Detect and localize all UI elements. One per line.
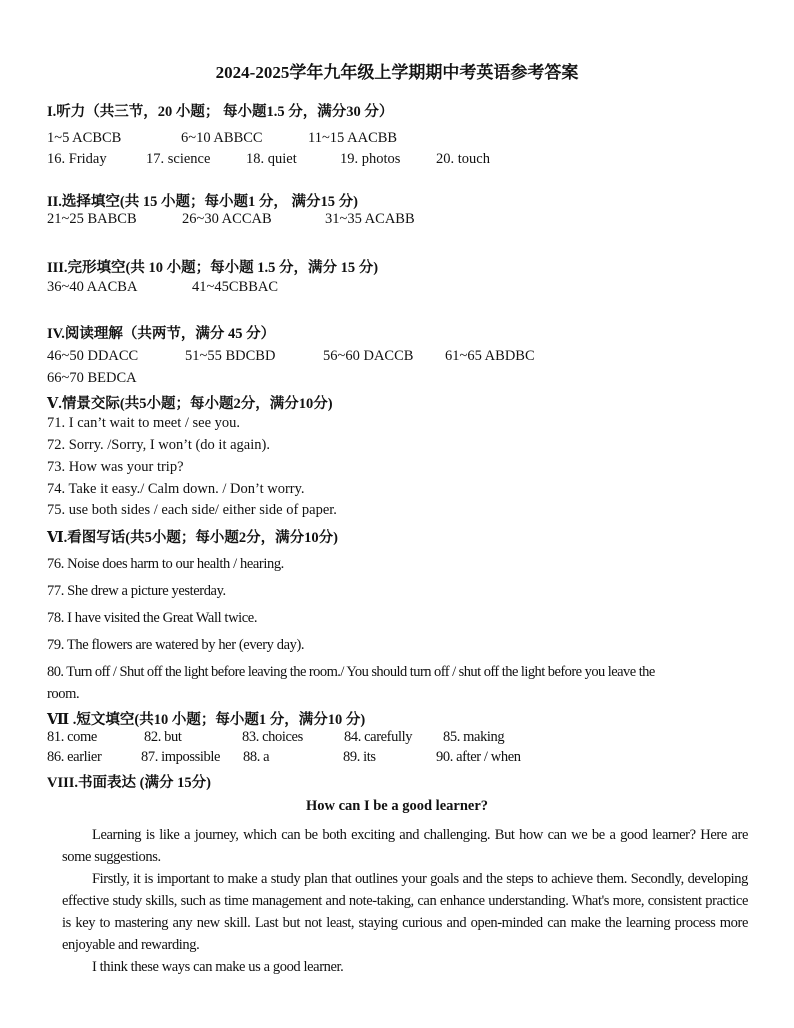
answer-group: 1~5 ACBCB bbox=[47, 130, 122, 146]
answer-group: 21~25 BABCB bbox=[47, 211, 137, 227]
answer-line-continued: room. bbox=[47, 686, 80, 702]
answer-group: 6~10 ABBCC bbox=[181, 130, 263, 146]
answer-group: 51~55 BDCBD bbox=[185, 348, 276, 364]
answer-group: 26~30 ACCAB bbox=[182, 211, 272, 227]
answer-line: 74. Take it easy./ Calm down. / Don’t worry. bbox=[47, 481, 305, 497]
section-reading-heading: IV.阅读理解（共两节，满分 45 分） bbox=[47, 326, 276, 342]
essay-title: How can I be a good learner? bbox=[305, 798, 489, 814]
answer-item: 89. its bbox=[343, 749, 376, 765]
answer-item: 85. making bbox=[443, 729, 505, 745]
answer-group: 41~45CBBAC bbox=[192, 279, 279, 295]
section-listening-heading: I.听力（共三节，20 小题； 每小题1.5 分，满分30 分） bbox=[47, 104, 394, 120]
section-cloze-heading: III.完形填空(共 10 小题；每小题 1.5 分，满分 15 分) bbox=[47, 260, 379, 276]
answer-line: 80. Turn off / Shut off the light before leaving the room./ You should turn off / shut off the light before you leave the bbox=[47, 664, 655, 680]
answer-item: 19. photos bbox=[340, 151, 401, 167]
section-multiple-choice-heading: II.选择填空(共 15 小题；每小题1 分， 满分15 分) bbox=[47, 194, 358, 210]
section-short-cloze-heading: Ⅶ .短文填空(共10 小题；每小题1 分，满分10 分) bbox=[47, 712, 366, 728]
answer-item: 20. touch bbox=[436, 151, 490, 167]
answer-item: 18. quiet bbox=[246, 151, 297, 167]
answer-item: 17. science bbox=[146, 151, 211, 167]
answer-item: 84. carefully bbox=[344, 729, 413, 745]
section-writing-heading: VIII.书面表达 (满分 15分) bbox=[47, 775, 211, 791]
answer-item: 88. a bbox=[243, 749, 270, 765]
answer-item: 83. choices bbox=[242, 729, 303, 745]
answer-item: 86. earlier bbox=[47, 749, 102, 765]
answer-item: 87. impossible bbox=[141, 749, 220, 765]
answer-line: 76. Noise does harm to our health / hearing. bbox=[47, 556, 284, 572]
essay-paragraph: Learning is like a journey, which can be both exciting and challenging. But how can we be a good learner? Here are some suggestions. bbox=[62, 827, 748, 865]
answer-item: 81. come bbox=[47, 729, 97, 745]
answer-line: 79. The flowers are watered by her (every day). bbox=[47, 637, 305, 653]
answer-line: 73. How was your trip? bbox=[47, 459, 184, 475]
answer-group: 46~50 DDACC bbox=[47, 348, 139, 364]
answer-group: 66~70 BEDCA bbox=[47, 370, 137, 386]
answer-line: 72. Sorry. /Sorry, I won’t (do it again). bbox=[47, 437, 270, 453]
section-situational-heading: Ⅴ.情景交际(共5小题；每小题2分，满分10分) bbox=[47, 396, 333, 412]
answer-line: 78. I have visited the Great Wall twice. bbox=[47, 610, 258, 626]
answer-group: 61~65 ABDBC bbox=[445, 348, 535, 364]
page-title: 2024-2025学年九年级上学期期中考英语参考答案 bbox=[215, 63, 579, 82]
essay-paragraph: Firstly, it is important to make a study plan that outlines your goals and the steps to achieve them. Secondly, developing effective study skills, such as time management and note-taking, can enhance understanding. What's more, consistent practice is key to mastering any new skill. Last but not least, staying curious and open-minded can make the learning process more enjoyable and rewarding. bbox=[62, 871, 748, 953]
answer-item: 16. Friday bbox=[47, 151, 107, 167]
essay-paragraph: I think these ways can make us a good learner. bbox=[92, 959, 344, 975]
section-picture-writing-heading: Ⅵ.看图写话(共5小题；每小题2分，满分10分) bbox=[47, 530, 338, 546]
answer-item: 90. after / when bbox=[436, 749, 521, 765]
answer-line: 71. I can’t wait to meet / see you. bbox=[47, 415, 241, 431]
answer-group: 56~60 DACCB bbox=[323, 348, 414, 364]
answer-group: 31~35 ACABB bbox=[325, 211, 415, 227]
answer-line: 77. She drew a picture yesterday. bbox=[47, 583, 226, 599]
answer-line: 75. use both sides / each side/ either side of paper. bbox=[47, 502, 337, 518]
answer-group: 36~40 AACBA bbox=[47, 279, 138, 295]
answer-item: 82. but bbox=[144, 729, 182, 745]
answer-group: 11~15 AACBB bbox=[308, 130, 398, 146]
